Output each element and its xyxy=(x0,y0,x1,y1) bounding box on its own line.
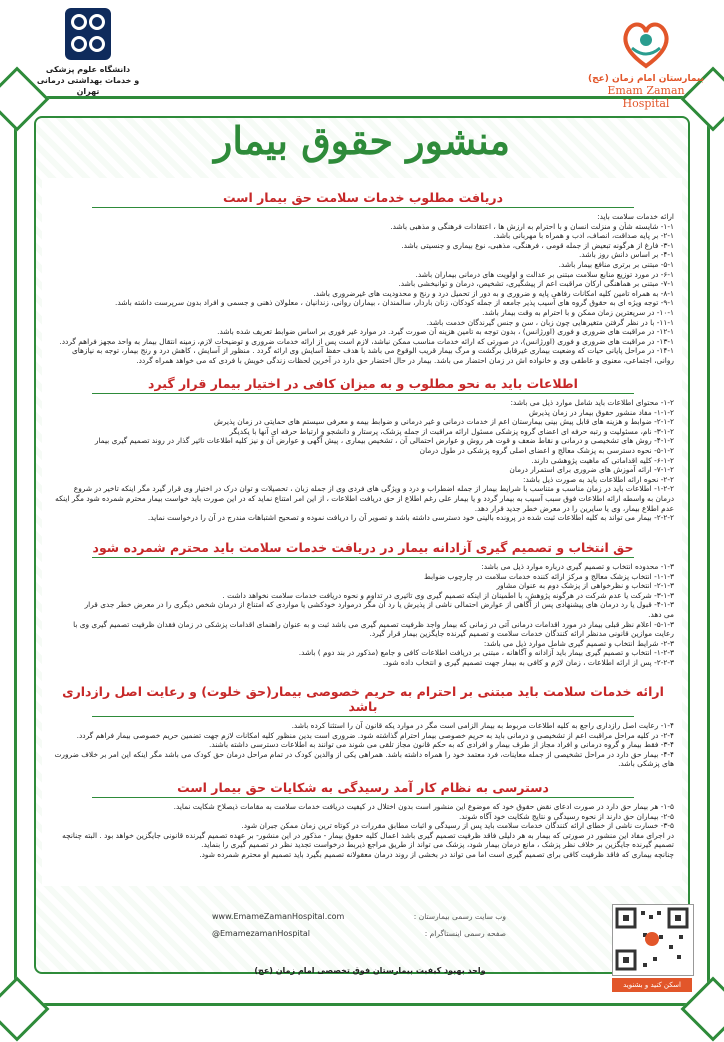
qr-code-icon xyxy=(613,905,691,973)
clause-line: ۱۳-۱- در مراقبت های ضروری و فوری (اورژانس)، در صورتی که ارائه خدمات مناسب ممکن نباشد، لازم است پس از ارائه خدمات ضروری و توضیحات لازم، زمینه انتقال بیمار به واحد مجهز فراهم گردد. xyxy=(59,336,674,346)
clause-line: ۴-۴- بیمار حق دارد در مراحل تشخیصی از جمله معاینات، فرد معتمد خود را همراه داشته باشد. همراهی یکی از والدین کودک در تمام مراحل درمان حق کودک می باشد مگر اینکه این امر بر خلاف ضرورت xyxy=(54,749,674,759)
clause-line: ۲-۱- بر پایه صداقت، انصاف، ادب و همراه با مهربانی باشد. xyxy=(493,231,674,241)
clause-line: رعایت موازین قانونی مدنظر ارائه کنندگان خدمات سلامت و تصمیم گیرنده جایگزین بیمار قرار گیرد. xyxy=(369,629,674,639)
clause-line: ۲-۲- نحوه ارائه اطلاعات باید به صورت ذیل باشد: xyxy=(523,474,674,484)
section-2 xyxy=(52,376,674,523)
clause-line: ۴-۱-۳- قبول یا رد درمان های پیشنهادی پس از آگاهی از عوارض احتمالی ناشی از پذیرش یا رد آن مگر درموارد خودکشی یا مواردی که امتناع از درمان شخص دیگری را در معرض خطر جدی قرار xyxy=(84,600,674,610)
clause-line: ۲-۲-۳- پس از ارائه اطلاعات ، زمان لازم و کافی به بیمار جهت تصمیم گیری و انتخاب داده شود. xyxy=(382,657,674,667)
university-name: دانشگاه علوم پزشکی و خدمات بهداشتی درمانی تهران xyxy=(36,65,140,96)
clause-line: ۳-۴- فقط بیمار و گروه درمانی و افراد مجاز از طرف بیمار و افرادی که به حکم قانون مجاز تلقی می شوند می توانند به اطلاعات دسترسی داشته باشند. xyxy=(209,740,674,750)
website-label: وب سایت رسمی بیمارستان : xyxy=(413,912,506,921)
hospital-name-en: Emam Zaman Hospital xyxy=(607,84,685,110)
clause-line: ۲-۴- در کلیه مراحل مراقبت اعم از تشخیصی و درمانی باید به حریم خصوصی بیمار احترام گذاشته شود. ضروری است بدین منظور کلیه امکانات لازم جهت تضمین حریم خصوصی بیمار فراهم گردد. xyxy=(76,730,674,740)
clause-line: ۳-۵- خسارت ناشی از خطای ارائه کنندگان خدمات سلامت باید پس از رسیدگی و اثبات مطابق مقررات در کوتاه ترین زمان ممکن جبران شود. xyxy=(241,821,674,831)
clause-line: ۱-۲-۲- اطلاعات باید در زمان مناسب و متناسب با شرایط بیمار از جمله اضطراب و درد و ویژگی های فردی وی از جمله زبان ، تحصیلات و توان درک در اختیار وی قرار گیرد مگر اینکه تاخیر در شروع xyxy=(73,484,674,494)
section-3 xyxy=(52,540,674,668)
clause-line: ۵-۱- مبتنی بر برتری منافع بیمار باشد. xyxy=(558,259,674,269)
clause-line: روانی، اجتماعی، معنوی و عاطفی وی و خانواده اش در زمان احتضار می باشد. بیمار در حال احتضار حق دارد در آخرین لحظات زندگی خویش با فردی که می خواهد همراه گردد. xyxy=(136,355,674,365)
clause-line: ۴-۱-۲- روش های تشخیصی و درمانی و نقاط ضعف و قوت هر روش و عوارض احتمالی آن ، تشخیص بیماری ، پیش آگهی و عوارض آن و نیز کلیه اطلاعات تاثیر گذار در روند تصمیم گیری بیمار xyxy=(94,436,674,446)
clause-line: ۸-۱- به همراه تامین کلیه امکانات رفاهی پایه و ضروری و به دور از تحمیل درد و رنج و محدودیت های غیرضروری باشد. xyxy=(313,288,674,298)
hospital-logo xyxy=(586,18,706,110)
clause-line: ۱-۲-۳- انتخاب و تصمیم گیری بیمار باید آزادانه و آگاهانه ، مبتنی بر دریافت اطلاعات کافی و جامع (مذکور در بند دوم ) باشد. xyxy=(298,648,674,658)
section-heading: ارائه خدمات سلامت باید مبتنی بر احترام به حریم خصوصی بیمار(حق خلوت) و رعایت اصل رازداری باشد xyxy=(52,684,674,717)
clause-line: ۶-۱-۲- کلیه اقداماتی که ماهیت پژوهشی دارند. xyxy=(531,455,674,465)
clause-line: می دهد. xyxy=(648,609,674,619)
clause-line: ۲-۳- شرایط انتخاب و تصمیم گیری شامل موارد ذیل می باشد: xyxy=(483,638,674,648)
clause-line: در اجرای مفاد این منشور در صورتی که بیمار به هر دلیلی فاقد ظرفیت تصمیم گیری باشد اعمال کلیه حقوق بیمار - مذکور در این منشور- بر عهده تصمیم گیرنده قانونی جایگزین خواهد بود . البته چنانچه xyxy=(62,830,674,840)
qr-code[interactable] xyxy=(612,904,694,976)
clause-line: چنانچه بیماری که فاقد ظرفیت کافی برای تصمیم گیری است اما می تواند در بخشی از روند درمان معقولانه تصمیم بگیرد باید تصمیم او محترم شمرده شود. xyxy=(199,849,674,859)
clause-line: ۱۲-۱- در مراقبت های ضروری و فوری (اورژانس) ، بدون توجه به تامین هزینه آن صورت گیرد. در موارد غیر فوری بر اساس ضوابط تعریف شده باشد. xyxy=(217,327,674,337)
clause-line: ۱۴-۱- در مراحل پایانی حیات که وضعیت بیماری غیرقابل برگشت و مرگ بیمار قریب الوقوع می باشد با هدف حفظ آسایش وی ارائه گردد . منظور از آسایش ، کاهش درد و رنج بیمار، توجه به نیازهای xyxy=(71,346,674,356)
clause-line: ۱-۲- محتوای اطلاعات باید شامل موارد ذیل می باشد: xyxy=(510,398,674,407)
clause-line: ۵-۱-۳- اعلام نظر قبلی بیمار در مورد اقدامات درمانی آتی در زمانی که بیمار واجد ظرفیت تصمیم گیری می باشد ثبت و به عنوان راهنمای اقدامات پزشکی در زمان فقدان ظرفیت تصمیم گیری وی با xyxy=(73,619,674,629)
qr-scan-label: اسکن کنید و بشنوید xyxy=(612,978,692,992)
clause-line: ۲-۲-۲- بیمار می تواند به کلیه اطلاعات ثبت شده در پرونده بالینی خود دسترسی داشته باشد و تصویر آن را دریافت نموده و تصحیح اشتباهات مندرج در آن را درخواست نماید. xyxy=(147,513,674,523)
clause-line: ۱-۳- محدوده انتخاب و تصمیم گیری درباره موارد ذیل می باشد: xyxy=(481,562,674,571)
clause-line: ۱-۱-۲- مفاد منشور حقوق بیمار در زمان پذیرش xyxy=(528,407,674,417)
section-body xyxy=(52,562,674,668)
section-body xyxy=(52,398,674,523)
clause-line: ۶-۱- در مورد توزیع منابع سلامت مبتنی بر عدالت و اولویت های درمانی بیماران باشد. xyxy=(415,269,674,279)
section-body xyxy=(52,212,674,366)
clause-line: ۱-۱-۳- انتخاب پزشک معالج و مرکز ارائه کننده خدمات سلامت در چارچوب ضوابط xyxy=(423,571,674,581)
section-1 xyxy=(52,190,674,366)
university-logo xyxy=(28,8,148,97)
section-body xyxy=(52,802,674,860)
clause-line: ۴-۱- بر اساس دانش روز باشد. xyxy=(579,250,674,260)
clause-line: ۳-۱- فارغ از هرگونه تبعیض از جمله قومی ، فرهنگی، مذهبی، نوع بیماری و جنسیتی باشد. xyxy=(401,240,674,250)
clause-line: ۱-۱- شایسته شأن و منزلت انسان و با احترام به ارزش ها ، اعتقادات فرهنگی و مذهبی باشد. xyxy=(390,221,674,231)
clause-line: عدم اطلاع بیمار، وی یا سایرین را در معرض خطر جدید قرار دهد. xyxy=(474,503,674,513)
clause-line: ۵-۱-۲- نحوه دسترسی به پزشک معالج و اعضای اصلی گروه پزشکی در طول درمان xyxy=(419,445,674,455)
section-4 xyxy=(52,684,674,769)
clause-line: ۲-۵- بیماران حق دارند از نحوه رسیدگی و نتایج شکایت خود آگاه شوند. xyxy=(458,811,674,821)
instagram-label: صفحه رسمی اینستاگرام : xyxy=(424,929,506,938)
clause-line: درمان به واسطه ارائه اطلاعات فوق سبب آسیب به بیمار گردد و یا بیمار علی رغم اطلاع از حق دریافت اطلاعات ، از این امر امتناع نماید که در این صورت باید خواست بیمار محترم شمرده شود مگر اینکه xyxy=(55,493,674,503)
section-heading: حق انتخاب و تصمیم گیری آزادانه بیمار در دریافت خدمات سلامت باید محترم شمرده شود xyxy=(52,540,674,558)
hospital-emblem-icon xyxy=(618,18,674,70)
clause-line: ارائه خدمات سلامت باید: xyxy=(597,212,674,221)
clause-line: ۹-۱- توجه ویژه ای به حقوق گروه های آسیب پذیر جامعه از جمله کودکان، زنان باردار، سالمندان ، بیماران روانی، زندانیان ، معلولان ذهنی و جسمی و افراد بدون سرپرست داشته باشد. xyxy=(115,298,674,308)
website-link[interactable]: www.EmameZamanHospital.com xyxy=(212,912,345,921)
clause-line: ۳-۱-۳- شرکت یا عدم شرکت در هرگونه پژوهش، با اطمینان از اینکه تصمیم گیری وی تاثیری در تداوم و نحوه دریافت خدمات سلامت نخواهد داشت . xyxy=(222,590,674,600)
footer-contacts xyxy=(212,908,452,942)
section-body xyxy=(52,721,674,769)
clause-line: ۱۱-۱- با در نظر گرفتن متغیرهایی چون زبان ، سن و جنس گیرندگان خدمت باشد. xyxy=(426,317,674,327)
clause-line: ۷-۱-۲- ارائه آموزش های ضروری برای استمرار درمان xyxy=(509,465,674,475)
section-heading: دریافت مطلوب خدمات سلامت حق بیمار است xyxy=(52,190,674,208)
section-heading: اطلاعات باید به نحو مطلوب و به میزان کافی در اختیار بیمار قرار گیرد xyxy=(52,376,674,394)
page-title: منشور حقوق بیمار xyxy=(214,118,510,163)
hospital-name-fa: بیمارستان امام زمان (عج) xyxy=(588,74,704,84)
section-heading: دسترسی به نظام کار آمد رسیدگی به شکایات حق بیمار است xyxy=(52,780,674,798)
clause-line: ۱۰-۱- در سریعترین زمان ممکن و با احترام به وقت بیمار باشد. xyxy=(482,307,674,317)
clause-line: ۳-۱-۲- نام، مسئولیت و رتبه حرفه ای اعضای گروه پزشکی مسئول ارائه مراقبت از جمله پزشک، پرستار و دانشجو و ارتباط حرفه ای آنها با یکدیگر xyxy=(229,426,674,436)
clause-line: ۲-۱-۲- ضوابط و هزینه های قابل پیش بینی بیمارستان اعم از خدمات درمانی و غیر درمانی و ضوابط بیمه و معرفی سیستم های حمایتی در زمان پذیرش xyxy=(213,417,674,427)
section-5 xyxy=(52,780,674,860)
clause-line: ۷-۱- مبتنی بر هماهنگی ارکان مراقبت اعم از پیشگیری، تشخیص، درمان و توانبخشی باشد. xyxy=(398,279,674,289)
quality-unit-label: واحد بهبود کیفیت بیمارستان فوق تخصصی امام زمان (عج) xyxy=(254,966,486,975)
clause-line: تصمیم گیرنده جایگزین بر خلاف نظر پزشک ، مانع درمان بیمار شود، پزشک می تواند از طریق مراجع ذیربط درخواست تجدید نظر در تصمیم گیری را بنماید. xyxy=(201,840,674,850)
instagram-link[interactable]: @EmamezamanHospital xyxy=(212,929,310,938)
clause-line: ۱-۵- هر بیمار حق دارد در صورت ادعای نقض حقوق خود که موضوع این منشور است بدون اختلال در کیفیت دریافت خدمات سلامت به مقامات ذیصلاح شکایت نماید. xyxy=(173,802,674,811)
clause-line: های پزشکی باشد. xyxy=(618,759,674,769)
university-emblem-icon xyxy=(65,8,111,60)
clause-line: ۱-۴- رعایت اصل رازداری راجع به کلیه اطلاعات مربوط به بیمار الزامی است مگر در موارد یکه قانون آن را استثنا کرده باشد. xyxy=(291,721,674,730)
clause-line: ۲-۱-۳- انتخاب و نظرخواهی از پزشک دوم به عنوان مشاور xyxy=(496,581,674,591)
